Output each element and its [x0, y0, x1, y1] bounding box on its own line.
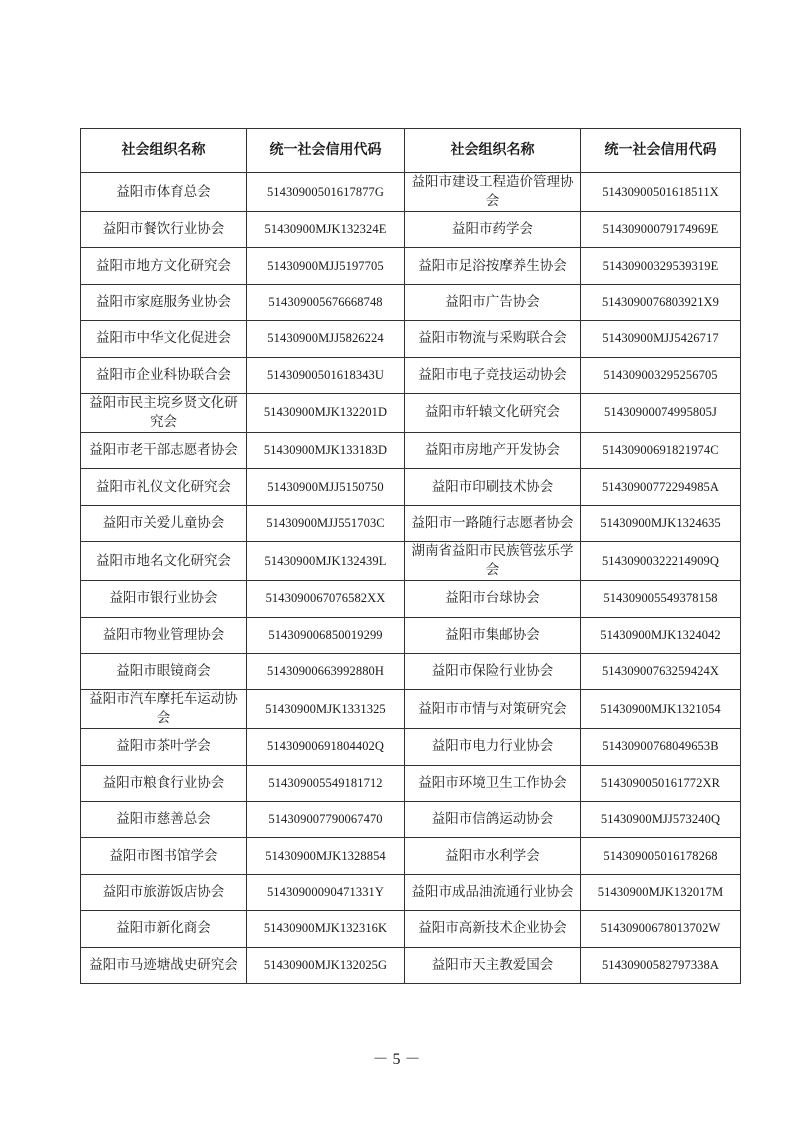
org-name-cell: 益阳市关爱儿童协会	[81, 505, 247, 541]
org-name-cell: 益阳市物流与采购联合会	[405, 321, 581, 357]
org-name-cell: 益阳市天主教爱国会	[405, 947, 581, 983]
table-row	[81, 505, 741, 541]
table-row	[81, 581, 741, 617]
org-name-cell: 益阳市图书馆学会	[81, 838, 247, 874]
org-name-cell: 益阳市一路随行志愿者协会	[405, 505, 581, 541]
org-name-cell: 益阳市集邮协会	[405, 617, 581, 653]
org-name-cell: 益阳市餐饮行业协会	[81, 212, 247, 248]
header-org-name-right: 社会组织名称	[405, 129, 581, 173]
table-row	[81, 212, 741, 248]
org-name-cell: 益阳市保险行业协会	[405, 653, 581, 689]
credit-code-cell: 514309005549181712	[247, 765, 405, 801]
org-name-cell: 益阳市建设工程造价管理协会	[405, 173, 581, 212]
org-name-cell: 益阳市信鸽运动协会	[405, 802, 581, 838]
credit-code-cell: 51430900691821974C	[581, 432, 741, 468]
credit-code-cell: 51430900MJJ5150750	[247, 469, 405, 505]
table-row	[81, 838, 741, 874]
org-name-cell: 益阳市旅游饭店协会	[81, 874, 247, 910]
credit-code-cell: 51430900763259424X	[581, 653, 741, 689]
org-name-cell: 益阳市企业科协联合会	[81, 357, 247, 393]
credit-code-cell: 51430900074995805J	[581, 393, 741, 432]
organization-table	[80, 128, 741, 984]
org-name-cell: 益阳市广告协会	[405, 284, 581, 320]
header-credit-code-left: 统一社会信用代码	[247, 129, 405, 173]
org-name-cell: 益阳市汽车摩托车运动协会	[81, 690, 247, 729]
credit-code-cell: 51430900678013702W	[581, 911, 741, 947]
credit-code-cell: 51430900MJK133183D	[247, 432, 405, 468]
credit-code-cell: 51430900MJJ551703C	[247, 505, 405, 541]
credit-code-cell: 51430900MJK132017M	[581, 874, 741, 910]
table-row	[81, 802, 741, 838]
table-row	[81, 765, 741, 801]
org-name-cell: 益阳市体育总会	[81, 173, 247, 212]
org-name-cell: 益阳市马迹塘战史研究会	[81, 947, 247, 983]
table-body	[81, 173, 741, 984]
credit-code-cell: 514309005549378158	[581, 581, 741, 617]
org-name-cell: 益阳市市情与对策研究会	[405, 690, 581, 729]
credit-code-cell: 51430900582797338A	[581, 947, 741, 983]
org-name-cell: 益阳市水利学会	[405, 838, 581, 874]
credit-code-cell: 5143090067076582XX	[247, 581, 405, 617]
table-row	[81, 911, 741, 947]
page-number: － 5 －	[372, 1051, 421, 1068]
table-row	[81, 729, 741, 765]
org-name-cell: 益阳市房地产开发协会	[405, 432, 581, 468]
org-name-cell: 益阳市成品油流通行业协会	[405, 874, 581, 910]
table-row	[81, 947, 741, 983]
org-name-cell: 益阳市慈善总会	[81, 802, 247, 838]
credit-code-cell: 51430900768049653B	[581, 729, 741, 765]
table-row	[81, 284, 741, 320]
credit-code-cell: 51430900MJK132316K	[247, 911, 405, 947]
org-name-cell: 益阳市物业管理协会	[81, 617, 247, 653]
credit-code-cell: 51430900501618343U	[247, 357, 405, 393]
org-name-cell: 益阳市电子竞技运动协会	[405, 357, 581, 393]
credit-code-cell: 51430900MJK132324E	[247, 212, 405, 248]
credit-code-cell: 51430900MJK132201D	[247, 393, 405, 432]
org-name-cell: 益阳市台球协会	[405, 581, 581, 617]
org-name-cell: 益阳市银行业协会	[81, 581, 247, 617]
credit-code-cell: 51430900MJK1321054	[581, 690, 741, 729]
credit-code-cell: 51430900663992880H	[247, 653, 405, 689]
org-name-cell: 益阳市药学会	[405, 212, 581, 248]
org-name-cell: 益阳市眼镜商会	[81, 653, 247, 689]
org-name-cell: 益阳市地名文化研究会	[81, 542, 247, 581]
org-name-cell: 湖南省益阳市民族管弦乐学会	[405, 542, 581, 581]
org-name-cell: 益阳市高新技术企业协会	[405, 911, 581, 947]
table-row	[81, 653, 741, 689]
org-name-cell: 益阳市电力行业协会	[405, 729, 581, 765]
table-row	[81, 690, 741, 729]
credit-code-cell: 51430900501617877G	[247, 173, 405, 212]
table-row	[81, 321, 741, 357]
org-name-cell: 益阳市家庭服务业协会	[81, 284, 247, 320]
table-row	[81, 248, 741, 284]
org-name-cell: 益阳市地方文化研究会	[81, 248, 247, 284]
credit-code-cell: 51430900MJK1331325	[247, 690, 405, 729]
credit-code-cell: 514309003295256705	[581, 357, 741, 393]
org-name-cell: 益阳市印刷技术协会	[405, 469, 581, 505]
credit-code-cell: 514309005016178268	[581, 838, 741, 874]
header-credit-code-right: 统一社会信用代码	[581, 129, 741, 173]
org-name-cell: 益阳市礼仪文化研究会	[81, 469, 247, 505]
table-row	[81, 874, 741, 910]
credit-code-cell: 51430900MJK132439L	[247, 542, 405, 581]
table-row	[81, 173, 741, 212]
credit-code-cell: 514309006850019299	[247, 617, 405, 653]
org-name-cell: 益阳市粮食行业协会	[81, 765, 247, 801]
credit-code-cell: 51430900090471331Y	[247, 874, 405, 910]
org-name-cell: 益阳市足浴按摩养生协会	[405, 248, 581, 284]
credit-code-cell: 51430900322214909Q	[581, 542, 741, 581]
org-name-cell: 益阳市民主垸乡贤文化研究会	[81, 393, 247, 432]
credit-code-cell: 514309007790067470	[247, 802, 405, 838]
credit-code-cell: 51430900MJK132025G	[247, 947, 405, 983]
table-row	[81, 617, 741, 653]
credit-code-cell: 514309005676668748	[247, 284, 405, 320]
org-name-cell: 益阳市新化商会	[81, 911, 247, 947]
credit-code-cell: 51430900079174969E	[581, 212, 741, 248]
credit-code-cell: 5143090032953931​9E	[581, 248, 741, 284]
table-header-row	[81, 129, 741, 173]
credit-code-cell: 51430900MJK1328854	[247, 838, 405, 874]
credit-code-cell: 51430900MJK1324635	[581, 505, 741, 541]
credit-code-cell: 51430900691804402Q	[247, 729, 405, 765]
org-name-cell: 益阳市茶叶学会	[81, 729, 247, 765]
credit-code-cell: 51430900MJJ5826224	[247, 321, 405, 357]
header-org-name-left: 社会组织名称	[81, 129, 247, 173]
credit-code-cell: 51430900501618511X	[581, 173, 741, 212]
credit-code-cell: 51430900MJJ573240Q	[581, 802, 741, 838]
org-name-cell: 益阳市中华文化促进会	[81, 321, 247, 357]
credit-code-cell: 51430900MJK1324042	[581, 617, 741, 653]
table-row	[81, 393, 741, 432]
org-name-cell: 益阳市轩辕文化研究会	[405, 393, 581, 432]
table-row	[81, 432, 741, 468]
credit-code-cell: 51430900501617​72XR	[581, 765, 741, 801]
credit-code-cell: 51430900MJJ5426717	[581, 321, 741, 357]
credit-code-cell: 51430900MJJ5197705	[247, 248, 405, 284]
table-row	[81, 357, 741, 393]
table-row	[81, 469, 741, 505]
credit-code-cell: 51430900768039​21X9	[581, 284, 741, 320]
org-name-cell: 益阳市环境卫生工作协会	[405, 765, 581, 801]
table-row	[81, 542, 741, 581]
org-name-cell: 益阳市老干部志愿者协会	[81, 432, 247, 468]
credit-code-cell: 51430900772294985A	[581, 469, 741, 505]
